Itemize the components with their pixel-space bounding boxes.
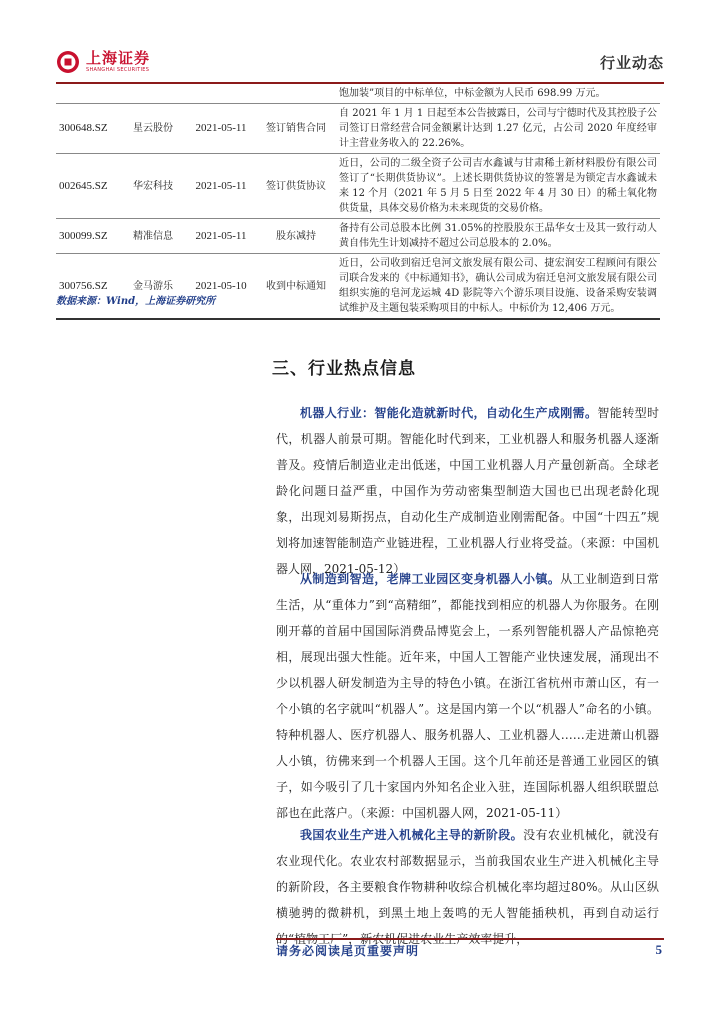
notice-content-cell: 自 2021 年 1 月 1 日起至本公告披露日，公司与宁德时代及其控股子公司签订日常经营合同金额累计达到 1.27 亿元，占公司 2020 年度经审计主营业务收入的 22.26%。 xyxy=(336,104,660,154)
table-row xyxy=(56,104,660,154)
stock-code-cell: 300648.SZ xyxy=(56,104,120,154)
notice-type-cell: 签订供货协议 xyxy=(256,154,336,219)
paragraph-body: 从工业制造到日常生活，从“重体力”到“高精细”，都能找到相应的机器人为你服务。在刚刚开幕的首届中国国际消费品博览会上，一系列智能机器人产品惊艳亮相，展现出强大性能。近年来，中国人工智能产业快速发展，涌现出不少以机器人研发制造为主导的特色小镇。在浙江省杭州市萧山区，有一个小镇的名字就叫“机器人”。这是国内第一个以“机器人”命名的小镇。特种机器人、医疗机器人、服务机器人、工业机器人……走进萧山机器人小镇，彷佛来到一个机器人王国。这个几年前还是普通工业园区的镇子，如今吸引了几十家国内外知名企业入驻，连国际机器人组织联盟总部也在此落户。（来源：中国机器人网，2021-05-11） xyxy=(276,572,659,820)
table-row xyxy=(56,219,660,254)
paragraph-lead: 机器人行业：智能化造就新时代，自动化生产成刚需。 xyxy=(300,406,598,420)
data-source-note: 数据来源：Wind，上海证券研究所 xyxy=(56,296,216,307)
date-cell: 2021-05-10 xyxy=(186,254,256,320)
page-header xyxy=(56,0,664,84)
date-cell xyxy=(186,84,256,104)
notice-content-cell: 备持有公司总股本比例 31.05%的控股股东王晶华女士及其一致行动人黄自伟先生计划减持不超过公司总股本的 2.0%。 xyxy=(336,219,660,254)
section-title: 三、行业热点信息 xyxy=(272,359,416,379)
company-name-cell: 星云股份 xyxy=(120,104,186,154)
paragraph-lead: 我国农业生产进入机械化主导的新阶段。 xyxy=(300,828,524,842)
date-cell: 2021-05-11 xyxy=(186,219,256,254)
logo-en-text: SHANGHAI SECURITIES xyxy=(86,67,150,73)
news-paragraph xyxy=(276,400,659,582)
logo-cn-text: 上海证券 xyxy=(86,49,151,67)
page-number: 5 xyxy=(655,942,662,957)
company-logo xyxy=(56,50,150,74)
stock-code-cell: 300099.SZ xyxy=(56,219,120,254)
company-name-cell xyxy=(120,84,186,104)
table-row xyxy=(56,154,660,219)
notice-content-cell: 近日，公司收到宿迁皂河文旅发展有限公司、捷宏润安工程顾问有限公司联合发来的《中标通知书》，确认公司成为宿迁皂河文旅发展有限公司组织实施的皂河龙运城 4D 影院等六个游乐项目设施、设备采购安装调试维护及主题包装采购项目的中标人。中标价为 12,406 万元。 xyxy=(336,254,660,320)
notice-content-cell: 近日，公司的二级全资子公司吉水鑫诚与甘肃稀土新材料股份有限公司签订了“长期供货协议”。上述长期供货协议的签署是为锁定吉水鑫诚未来 12 个月（2021 年 5 月 5 日至 2022 年 4 月 30 日）的稀土氧化物供货量，具体交易价格为未来现货的交易价格。 xyxy=(336,154,660,219)
date-cell: 2021-05-11 xyxy=(186,154,256,219)
disclaimer-note: 请务必阅读尾页重要声明 xyxy=(276,944,420,958)
table-row xyxy=(56,254,660,320)
news-paragraph xyxy=(276,566,659,826)
paragraph-body: 智能转型时代，机器人前景可期。智能化时代到来，工业机器人和服务机器人逐渐普及。疫情后制造业走出低迷，中国工业机器人月产量创新高。全球老龄化问题日益严重，中国作为劳动密集型制造大国也已出现老龄化现象，出现刘易斯拐点，自动化生产成制造业刚需配备。中国“十四五”规划将加速智能制造产业链进程，工业机器人行业将受益。（来源：中国机器人网，2021-05-12） xyxy=(276,406,659,576)
paragraph-body: 没有农业机械化，就没有农业现代化。农业农村部数据显示，当前我国农业生产进入机械化主导的新阶段，各主要粮食作物耕种收综合机械化率均超过80%。从山区纵横驰骋的微耕机，到黑土地上轰鸣的无人智能插秧机，再到自动运行的“植物工厂”，新农机促进农业生产效率提升， xyxy=(276,828,659,946)
company-name-cell: 精准信息 xyxy=(120,219,186,254)
stock-code-cell: 300756.SZ xyxy=(56,254,120,320)
logo-icon xyxy=(56,50,80,74)
notice-type-cell: 收到中标通知 xyxy=(256,254,336,320)
company-name-cell: 华宏科技 xyxy=(120,154,186,219)
company-notices-table xyxy=(56,84,660,320)
notice-type-cell: 股东减持 xyxy=(256,219,336,254)
table-row xyxy=(56,84,660,104)
notice-type-cell xyxy=(256,84,336,104)
stock-code-cell: 002645.SZ xyxy=(56,154,120,219)
paragraph-lead: 从制造到智造，老牌工业园区变身机器人小镇。 xyxy=(300,572,561,586)
company-name-cell: 金马游乐 xyxy=(120,254,186,320)
stock-code-cell xyxy=(56,84,120,104)
news-paragraph xyxy=(276,822,659,952)
notice-content-cell: 饱加装”项目的中标单位，中标金额为人民币 698.99 万元。 xyxy=(336,84,660,104)
notice-type-cell: 签订销售合同 xyxy=(256,104,336,154)
footer-divider xyxy=(276,938,664,940)
date-cell: 2021-05-11 xyxy=(186,104,256,154)
report-category-title: 行业动态 xyxy=(599,54,664,72)
